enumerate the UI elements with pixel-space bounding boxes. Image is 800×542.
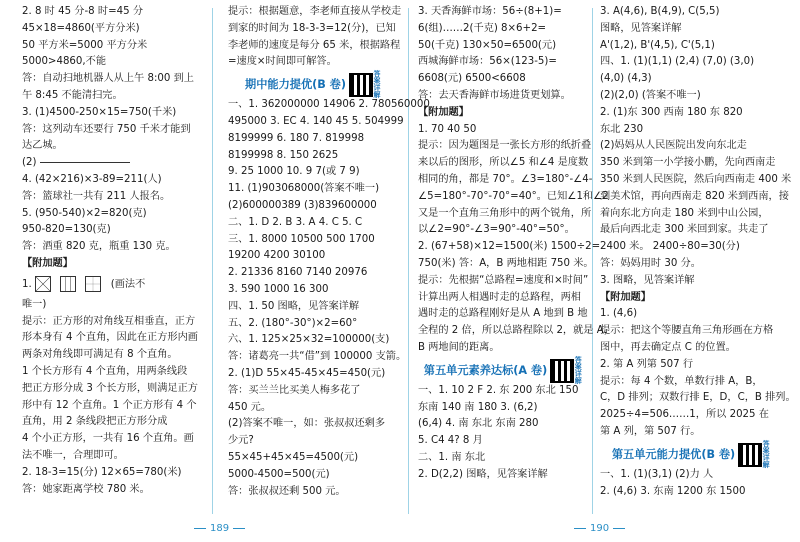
text-line: 答：妈妈用时 30 分。 xyxy=(600,257,701,269)
qr-code-icon xyxy=(550,359,574,383)
text-line: 4 个小正方形，一共有 16 个直角。画 xyxy=(22,433,194,445)
text-line: 5. (950-540)×2=820(克) xyxy=(22,207,147,219)
text-line: 两条对角线即可满足有 8 个直角。 xyxy=(22,349,178,361)
text-line: 遇时走的总路程刚好是从 A 地到 B 地 xyxy=(418,308,588,320)
text-line: 第 A 列，第 507 行。 xyxy=(600,425,701,437)
text-line: 到美术馆，再向西南走 820 米到西南，接 xyxy=(600,190,789,202)
text-line: 1. 70 40 50 xyxy=(418,123,477,135)
text-line: 2. 18-3=15(分) 12×65=780(米) xyxy=(22,466,182,478)
section-heading: 【附加题】 xyxy=(22,257,73,269)
text-line: 55×45+45×45=4500(元) xyxy=(228,451,359,463)
text-line: 计算出两人相遇时走的总路程，两相 xyxy=(418,291,581,303)
text-line: 950-820=130(克) xyxy=(22,224,111,236)
text-line: 350 米到第一小学接小鹏，先向西南走 xyxy=(600,157,776,169)
text-line: 3. 590 1000 16 300 xyxy=(228,283,329,295)
text-line: 西城海鲜市场：56×(123-5)= xyxy=(418,56,557,68)
answer-column-1 xyxy=(22,4,202,498)
page-gutter xyxy=(408,8,409,514)
text-line: 450 元。 xyxy=(228,401,272,413)
line-figure-row: (2) xyxy=(22,155,202,172)
text-line: 2. (4,6) 3. 东南 1200 东 1500 xyxy=(600,485,746,497)
text-line: (6,4) 4. 南 东北 东南 280 xyxy=(418,418,539,430)
answer-column-2 xyxy=(228,4,430,500)
text-line: 提示：每 4 个数，单数行排 A，B， xyxy=(600,375,763,387)
page-number-right: 190 xyxy=(570,523,629,534)
qr-code-icon xyxy=(349,73,373,97)
text-line: 五、2. (180°-30°)×2=60° xyxy=(228,317,358,329)
text-line: 一、1. 10 2 F 2. 东 200 东北 150 xyxy=(418,384,579,396)
text-line: 2400 米。 2400÷80=30(分) xyxy=(600,241,740,253)
square-rectangles-figure xyxy=(60,276,76,292)
text-line: 8199998 8. 150 2625 xyxy=(228,149,339,161)
text-line: 答：诸葛亮一共“借”到 100000 支箭。 xyxy=(228,351,407,363)
square-figures-row: 1. (画法不 xyxy=(22,273,202,297)
text-line: B 两地间的距离。 xyxy=(418,341,500,353)
text-line: 相同的角，都是 70°。∠3=180°-∠4- xyxy=(418,173,593,185)
text-line: 2. (67+58)×12=1500(米) 1500÷2= xyxy=(418,241,601,253)
text-line: 把正方形分成 3 个长方形，则满足正方 xyxy=(22,382,198,394)
section-title: 第五单元能力提优(B 卷)答案详解 xyxy=(611,439,770,469)
text-line: 3. 图略，见答案详解 xyxy=(600,274,695,286)
text-line: ∠5=180°-70°-70°=40°。已知∠1和∠2 xyxy=(418,190,609,202)
text-line: 一、1. 362000000 14906 2. 780560000 xyxy=(228,99,430,111)
text-line: 答：酒重 820 克，瓶重 130 克。 xyxy=(22,241,176,253)
text-line: 东南 140 南 180 3. (6,2) xyxy=(418,401,538,413)
text-line: 3. A(4,6), B(4,9), C(5,5) xyxy=(600,6,720,17)
text-line: 2. 第 A 列第 507 行 xyxy=(600,358,694,370)
text-line: 答：去天香海鲜市场进货更划算。 xyxy=(418,89,571,101)
text-line: 8199999 6. 180 7. 819998 xyxy=(228,132,365,144)
text-line: C，D 排列；双数行排 E，D，C，B 排列。 xyxy=(600,392,796,404)
answer-column-4 xyxy=(600,4,796,500)
text-line: =速度×时间即可解答。 xyxy=(228,56,337,68)
text-line: 5. C4 4? 8 月 xyxy=(418,435,483,447)
text-line: 6608(元) 6500<6608 xyxy=(418,73,526,85)
text-line: 答：自动扫地机器人从上午 8:00 到上 xyxy=(22,73,194,85)
text-line: 1. (4,6) xyxy=(600,308,638,320)
text-line: 50 平方米=5000 平方分米 xyxy=(22,39,148,51)
section-title: 第五单元素养达标(A 卷)答案详解 xyxy=(423,355,582,385)
text-line: 2. (1)D 55×45-45×45=450(元) xyxy=(228,367,386,379)
text-line: 以∠2=90°-∠3=90°-40°=50°。 xyxy=(418,224,575,236)
text-line: 提示：因为题图是一张长方形的纸折叠 xyxy=(418,140,592,152)
text-line: 5000-4500=500(元) xyxy=(228,468,330,480)
text-line: 45×18=4860(平方分米) xyxy=(22,22,140,34)
text-line: 3. (1)4500-250×15=750(千米) xyxy=(22,106,177,118)
square-quarters-figure xyxy=(85,276,101,292)
text-line: 三、1. 8000 10500 500 1700 xyxy=(228,233,375,245)
qr-code-icon xyxy=(738,443,762,467)
text-line: 提示：把这个等腰直角三角形画在方格 xyxy=(600,325,774,337)
text-line: 最后向西北走 300 米回到家。共走了 xyxy=(600,224,769,236)
section-heading: 【附加题】 xyxy=(418,106,469,118)
text-line: 图中，再去确定点 C 的位置。 xyxy=(600,341,736,353)
text-line: 50(千克) 130×50=6500(元) xyxy=(418,39,557,51)
text-line: 东北 230 xyxy=(600,123,644,135)
text-line: 四、1. 50 图略，见答案详解 xyxy=(228,300,360,312)
text-line: 2025÷4=506……1，所以 2025 在 xyxy=(600,409,769,421)
line-figure xyxy=(40,162,130,163)
text-line: 答：张叔叔还剩 500 元。 xyxy=(228,485,346,497)
text-line: 答：她家距离学校 780 米。 xyxy=(22,483,150,495)
text-line: 提示：根据题意，李老师直接从学校走 xyxy=(228,6,402,17)
text-line: 3. 天香海鲜市场：56÷(8+1)= xyxy=(418,6,562,17)
text-line: 四、1. (1)(1,1) (2,4) (7,0) (3,0) xyxy=(600,56,755,68)
text-line: 二、1. 南 东北 xyxy=(418,451,486,463)
text-line: 495000 3. EC 4. 140 45 5. 504999 xyxy=(228,115,404,127)
text-line: 答：这列动车还要行 750 千米才能到 xyxy=(22,123,191,135)
section-heading: 【附加题】 xyxy=(600,291,651,303)
text-line: 着向东北方向走 180 米到中山公园， xyxy=(600,207,769,219)
text-line: 2. 8 时 45 分-8 时=45 分 xyxy=(22,6,144,17)
page-number-left: 189 xyxy=(190,523,249,534)
text-line: 答：篮球社一共有 211 人报名。 xyxy=(22,190,171,202)
text-line: 5000>4860,不能 xyxy=(22,56,107,68)
answer-column-3 xyxy=(418,4,614,484)
text-line: (2)答案不唯一，如：张叔叔还剩多 xyxy=(228,418,386,430)
text-line: 2. (1)东 300 西南 180 东 820 xyxy=(600,106,743,118)
text-line: 提示：先根据“总路程=速度和×时间” xyxy=(418,274,589,286)
text-line: 午 8:45 不能清扫完。 xyxy=(22,89,123,101)
square-diagonals-figure xyxy=(35,276,51,292)
text-line: 2. 21336 8160 7140 20976 xyxy=(228,267,368,279)
text-line: 图略，见答案详解 xyxy=(600,22,682,34)
text-line: 达乙城。 xyxy=(22,140,63,152)
column-divider xyxy=(212,8,213,514)
text-line: 一、1. (1)(3,1) (2)力 人 xyxy=(600,468,714,480)
section-title: 期中能力提优(B 卷)答案详解 xyxy=(245,70,381,100)
text-line: (4,0) (4,3) xyxy=(600,73,652,85)
text-line: 形本身有 4 个直角，因此在正方形内画 xyxy=(22,332,198,344)
text-line: 2. D(2,2) 图略，见答案详解 xyxy=(418,468,548,480)
text-line: 6(组)……2(千克) 8×6+2= xyxy=(418,22,547,34)
text-line: 形中有 12 个直角。1 个正方形有 4 个 xyxy=(22,399,197,411)
text-line: (2)600000389 (3)839600000 xyxy=(228,199,377,211)
text-line: 4. (42×216)×3-89=211(人) xyxy=(22,173,162,185)
text-line: 9. 25 1000 10. 9 7(或 7 9) xyxy=(228,166,360,178)
text-line: 到家的时间为 18-3-3=12(分)，已知 xyxy=(228,22,396,34)
text-line: A'(1,2), B'(4,5), C'(5,1) xyxy=(600,39,715,51)
text-line: 提示：正方形的对角线互相垂直，正方 xyxy=(22,315,196,327)
text-line: (2)(2,0) (答案不唯一) xyxy=(600,89,701,101)
text-line: 又是一个直角三角形中的两个锐角，所 xyxy=(418,207,592,219)
text-line: 来以后的图形，所以∠5 和∠4 是度数 xyxy=(418,157,589,169)
text-line: 少元? xyxy=(228,435,254,447)
text-line: 直角，用 2 条线段把正方形分成 xyxy=(22,416,168,428)
text-line: 19200 4200 30100 xyxy=(228,250,326,262)
text-line: 全程的 2 倍，所以总路程除以 2，就是 A， xyxy=(418,325,614,337)
text-line: 二、1. D 2. B 3. A 4. C 5. C xyxy=(228,216,363,228)
text-line: 答：买兰兰比买美人梅多花了 xyxy=(228,384,361,396)
text-line: 六、1. 125×25×32=100000(支) xyxy=(228,334,390,346)
text-line: 1 个长方形有 4 个直角，用两条线段 xyxy=(22,365,188,377)
text-line: 李老师的速度是每分 65 米，根据路程 xyxy=(228,39,401,51)
text-line: 11. (1)903068000(答案不唯一) xyxy=(228,183,380,195)
text-line: 法不唯一，合理即可。 xyxy=(22,449,124,461)
text-line: 750(米) 答：A，B 两地相距 750 米。 xyxy=(418,257,594,269)
text-line: 唯一) xyxy=(22,298,47,310)
text-line: 350 米到人民医院，然后向西南走 400 米 xyxy=(600,173,792,185)
text-line: (2)妈妈从人民医院出发向东北走 xyxy=(600,140,747,152)
